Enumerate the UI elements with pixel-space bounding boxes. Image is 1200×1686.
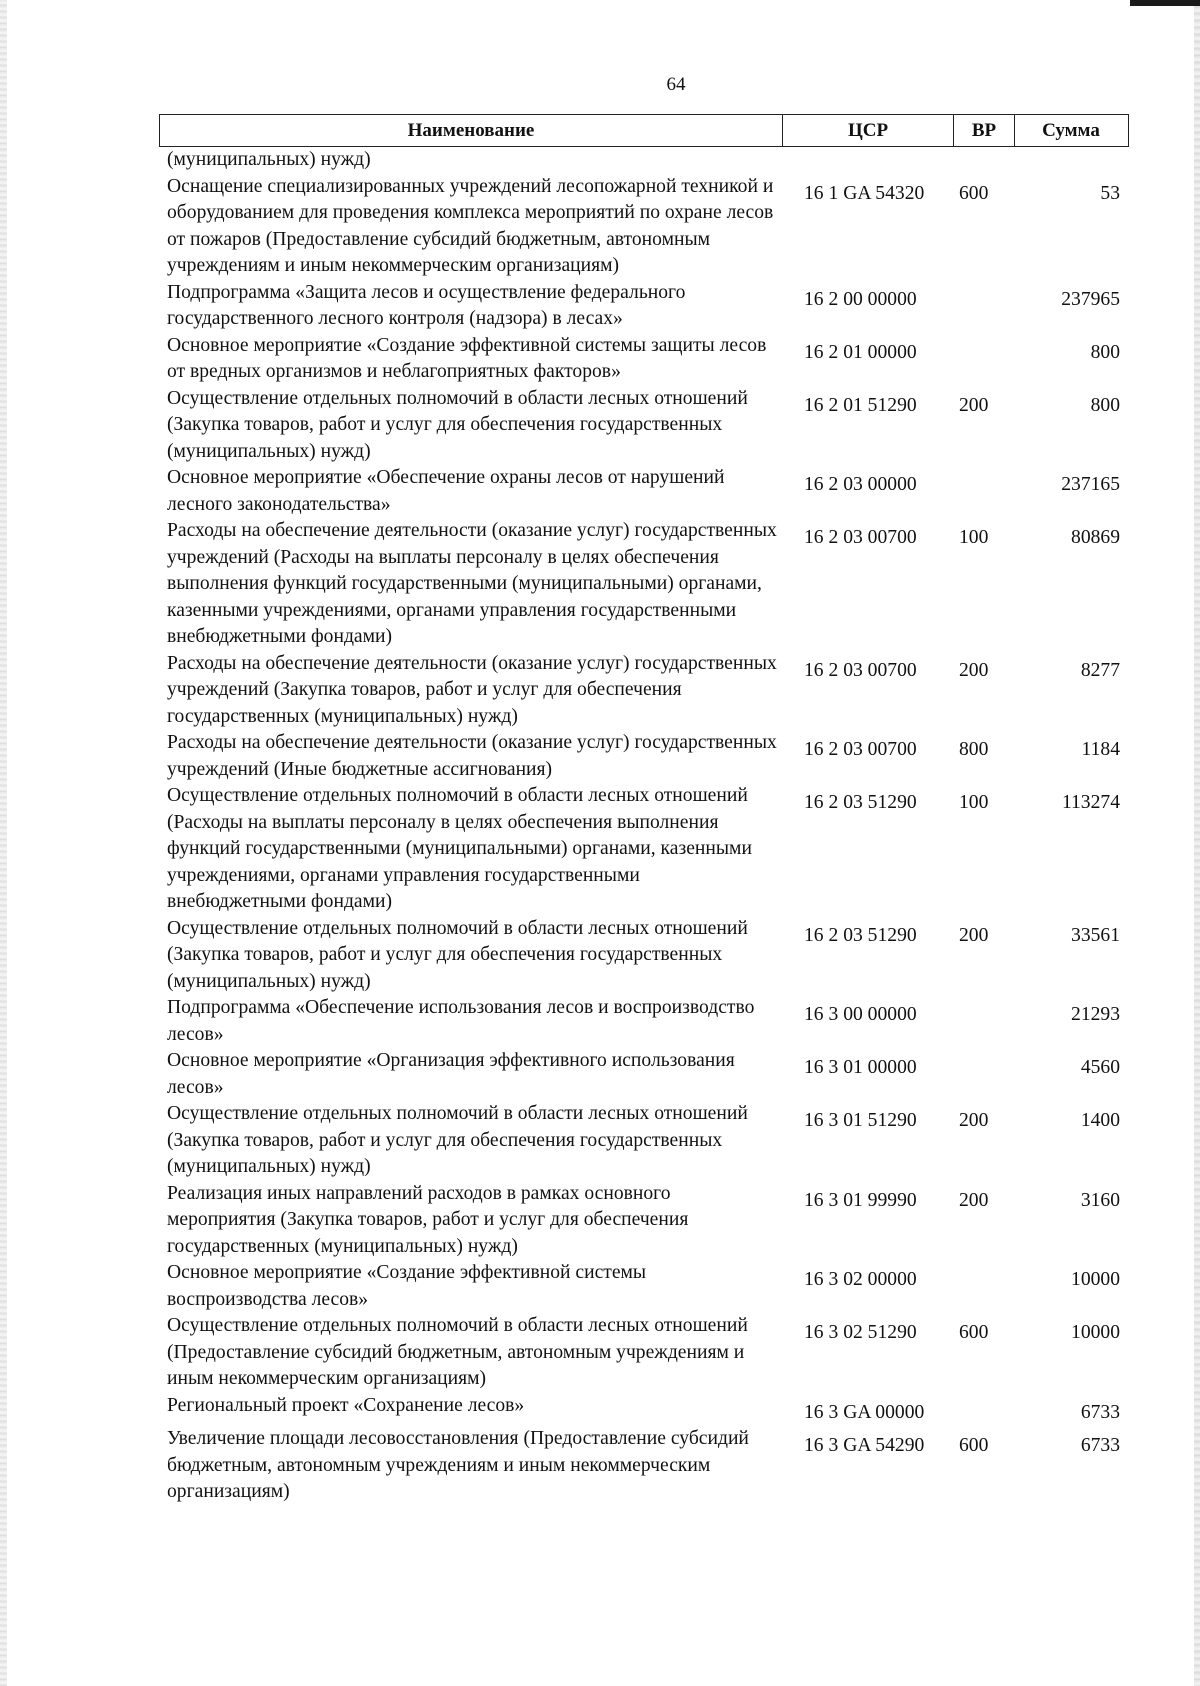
row-sum: 6733 [1080,1435,1120,1456]
row-csr: 16 2 03 51290 [804,924,917,946]
row-csr: 16 3 01 51290 [804,1110,917,1131]
row-vr: 200 [959,659,989,681]
row-csr [782,147,953,174]
row-name: Оснащение специализированных учреждений лесопожарной техникой и оборудованием для проведения комплекса мероприятий по охране лесов от пожаров (Предоставление субсидий бюджетным, автономным учреждениям и иным некоммерческим организациям) [167,175,774,276]
row-name: Основное мероприятие «Организация эффективного использования лесов» [167,1050,735,1098]
table-row [159,1101,1129,1181]
row-csr: 16 3 GA 00000 [804,1401,925,1423]
row-vr [953,1048,1014,1101]
row-name: Региональный проект «Сохранение лесов» [167,1394,525,1416]
row-sum: 21293 [1071,1004,1120,1025]
row-name: Осуществление отдельных полномочий в области лесных отношений (Закупка товаров, работ и услуг для обеспечения государственных (муниципальных) нужд) [167,387,748,462]
table-row [159,783,1129,916]
row-name: Подпрограмма «Обеспечение использования лесов и воспроизводство лесов» [167,997,755,1045]
row-sum: 10000 [1071,1322,1120,1343]
row-sum: 8277 [1080,659,1120,681]
table-row [159,518,1129,651]
row-sum: 113274 [1061,792,1120,813]
row-csr: 16 2 03 00000 [804,474,917,495]
row-sum: 800 [1090,394,1120,416]
row-vr [953,1393,1014,1427]
row-vr: 600 [959,1322,989,1343]
row-name: Расходы на обеспечение деятельности (оказание услуг) государственных учреждений (Иные бюджетные ассигнования) [167,732,777,780]
table-row [159,730,1129,783]
row-csr: 16 2 01 00000 [804,341,917,363]
row-sum [1014,147,1126,174]
row-vr [953,147,1014,174]
row-vr [953,333,1014,386]
table-row [159,916,1129,996]
row-name: Подпрограмма «Защита лесов и осуществление федерального государственного лесного контроля (надзора) в лесах» [167,281,686,329]
row-vr: 200 [959,1189,989,1211]
header-vr: ВР [954,115,1015,146]
scan-edge-left [0,0,7,1686]
table-row [159,1260,1129,1313]
row-name: Осуществление отдельных полномочий в области лесных отношений (Закупка товаров, работ и услуг для обеспечения государственных (муниципальных) нужд) [167,1103,748,1177]
row-vr: 200 [959,1110,989,1131]
budget-table [159,114,1129,1506]
header-csr: ЦСР [783,115,954,146]
row-vr: 200 [959,394,989,416]
table-row [159,333,1129,386]
row-csr: 16 2 03 00700 [804,527,917,548]
row-vr: 600 [959,182,989,204]
row-name: Основное мероприятие «Создание эффективной системы защиты лесов от вредных организмов и неблагоприятных факторов» [167,334,767,382]
row-csr: 16 3 01 00000 [804,1057,917,1078]
row-sum: 3160 [1080,1189,1120,1211]
row-vr [953,280,1014,333]
table-row [159,1313,1129,1393]
row-sum: 1400 [1080,1110,1120,1131]
table-header [159,114,1129,147]
row-sum: 800 [1090,341,1120,363]
row-vr: 800 [959,739,989,760]
row-name: Увеличение площади лесовосстановления (Предоставление субсидий бюджетным, автономным учреждениям и иным некоммерческим организациям) [167,1428,749,1502]
row-vr: 600 [959,1435,989,1456]
table-row [159,651,1129,731]
row-sum: 6733 [1080,1401,1120,1423]
row-sum: 80869 [1071,527,1120,548]
page-number: 64 [666,74,686,95]
row-name: Основное мероприятие «Обеспечение охраны лесов от нарушений лесного законодательства» [167,467,725,515]
row-csr: 16 3 00 00000 [804,1004,917,1025]
header-name: Наименование [160,115,783,146]
row-name: Реализация иных направлений расходов в рамках основного мероприятия (Закупка товаров, работ и услуг для обеспечения государственных (муниципальных) нужд) [167,1182,689,1257]
row-csr: 16 2 03 51290 [804,792,917,813]
table-row [159,1181,1129,1261]
row-name: Расходы на обеспечение деятельности (оказание услуг) государственных учреждений (Расходы на выплаты персоналу в целях обеспечения выполнения функций государственными (муниципальными) органами, казенными учреждениями, органами управления государственными внебюджетными фондами) [167,520,777,647]
row-csr: 16 3 02 51290 [804,1322,917,1343]
row-sum: 53 [1100,182,1120,204]
scan-edge-right [1194,0,1200,1686]
row-name: Осуществление отдельных полномочий в области лесных отношений (Расходы на выплаты персоналу в целях обеспечения выполнения функций государственными (муниципальными) органами, казенными учреждениями, органами управления государственными внебюджетными фондами) [167,785,752,912]
row-name: Основное мероприятие «Создание эффективной системы воспроизводства лесов» [167,1262,647,1310]
row-csr: 16 2 00 00000 [804,288,917,310]
row-vr [953,995,1014,1048]
row-csr: 16 3 GA 54290 [804,1435,925,1456]
table-row [159,995,1129,1048]
row-name: Осуществление отдельных полномочий в области лесных отношений (Закупка товаров, работ и услуг для обеспечения государственных (муниципальных) нужд) [167,917,748,992]
row-vr: 100 [959,527,989,548]
row-csr: 16 2 03 00700 [804,659,917,681]
table-row [159,174,1129,280]
row-csr: 16 1 GA 54320 [804,182,925,204]
row-vr: 200 [959,924,989,946]
row-vr [953,1260,1014,1313]
table-row [159,386,1129,466]
row-sum: 237165 [1061,474,1120,495]
header-sum: Сумма [1042,119,1100,141]
table-row [159,1426,1129,1506]
row-name: Осуществление отдельных полномочий в области лесных отношений (Предоставление субсидий бюджетным, автономным учреждениям и иным некоммерческим организациям) [167,1315,748,1389]
scan-corner-mark [1130,0,1200,6]
row-name: (муниципальных) нужд) [167,149,371,170]
row-name: Расходы на обеспечение деятельности (оказание услуг) государственных учреждений (Закупка товаров, работ и услуг для обеспечения государственных (муниципальных) нужд) [167,652,777,727]
row-sum: 1184 [1081,739,1120,760]
row-csr: 16 3 01 99990 [804,1189,917,1211]
table-row [159,280,1129,333]
row-csr: 16 2 03 00700 [804,739,917,760]
row-vr [953,465,1014,518]
row-vr: 100 [959,792,989,813]
row-sum: 4560 [1080,1057,1120,1078]
table-row [159,1393,1129,1427]
row-sum: 237965 [1061,288,1120,310]
table-row [159,1048,1129,1101]
table-row [159,147,1129,174]
row-csr: 16 3 02 00000 [804,1269,917,1290]
row-csr: 16 2 01 51290 [804,394,917,416]
row-sum: 33561 [1071,924,1120,946]
row-sum: 10000 [1071,1269,1120,1290]
table-row [159,465,1129,518]
